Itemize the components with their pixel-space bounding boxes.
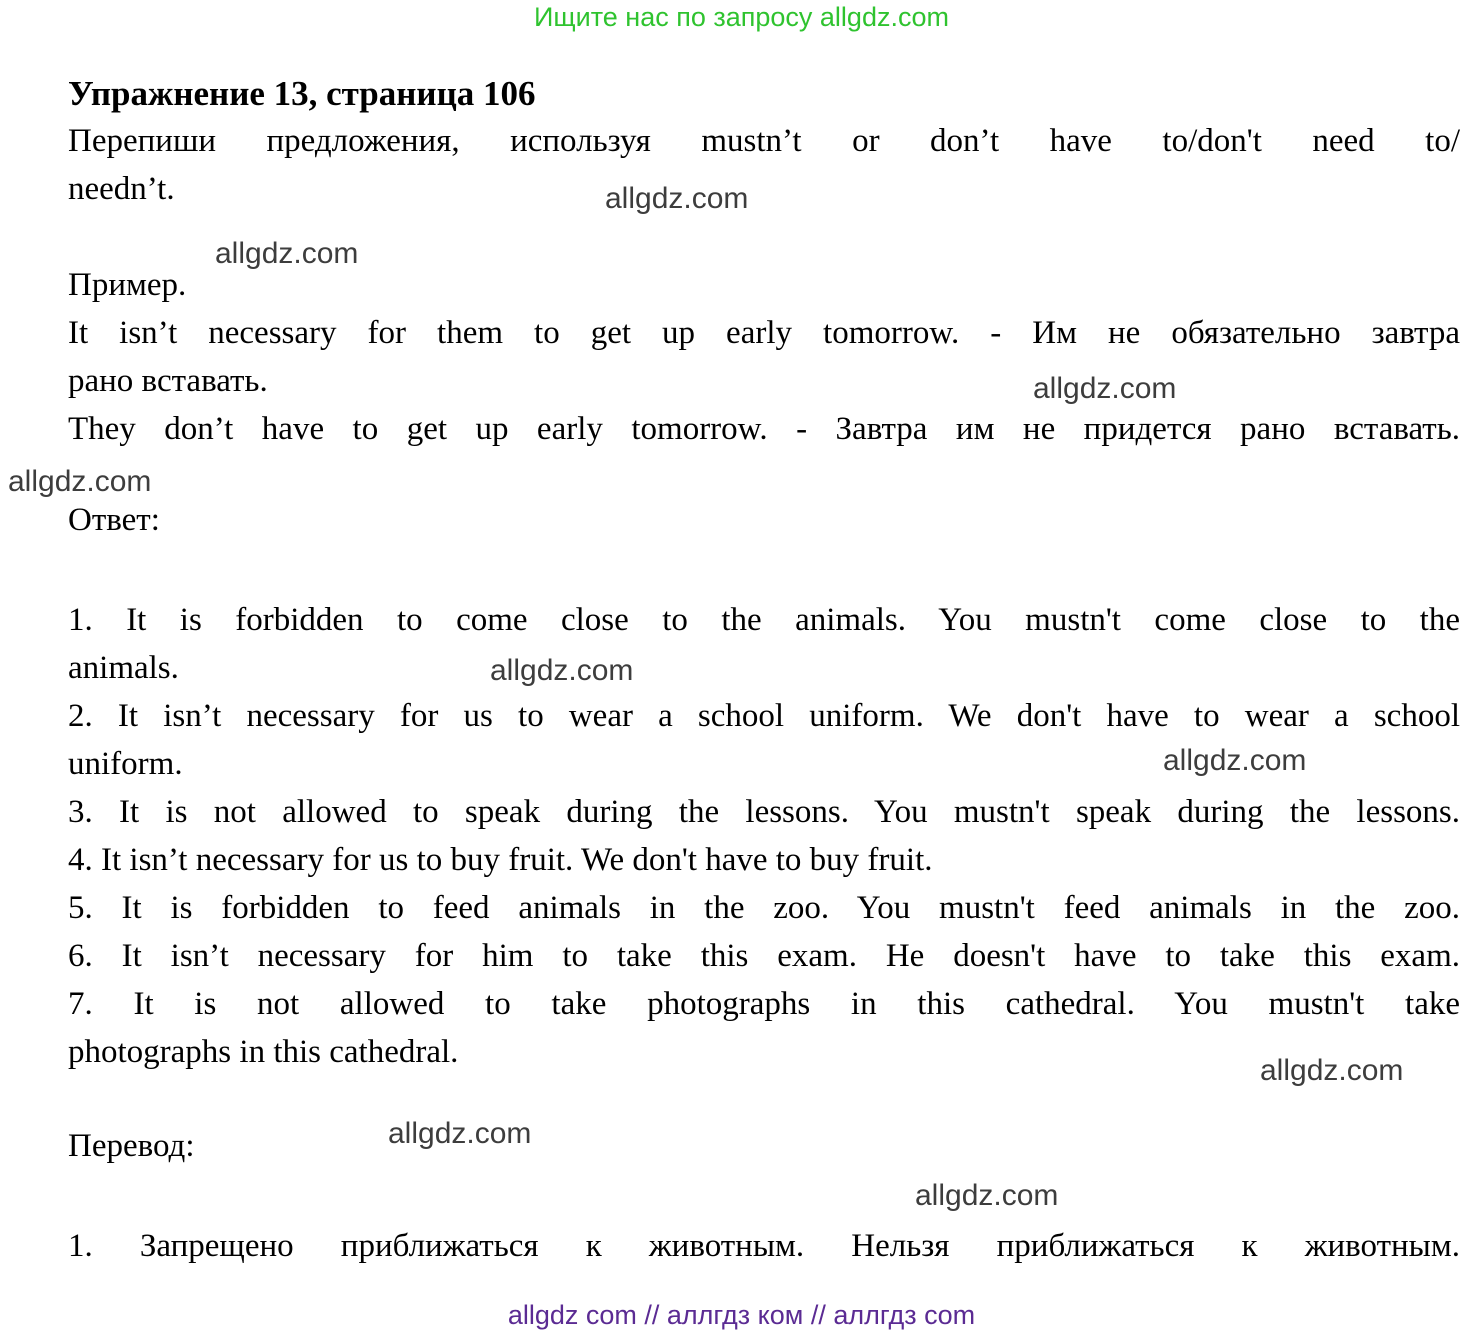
exercise-title: Упражнение 13, страница 106 — [68, 74, 536, 113]
example-line-3: They don’t have to get up early tomorrow. - Завтра им не придется рано вставать. — [68, 411, 1460, 447]
watermark-allgdz-1: allgdz.com — [605, 182, 749, 215]
example-line-1: It isn’t necessary for them to get up early tomorrow. - Им не обязательно завтра — [68, 315, 1460, 351]
answer-label: Ответ: — [68, 502, 160, 538]
example-label: Пример. — [68, 267, 187, 303]
footer-site-names: allgdz com // аллгдз ком // аллгдз com — [507, 1300, 976, 1330]
watermark-allgdz-3: allgdz.com — [1033, 372, 1177, 405]
answer-4-line-1: 4. It isn’t necessary for us to buy fruit. We don't have to buy fruit. — [68, 842, 933, 878]
translation-line-1: 1. Запрещено приближаться к животным. Нельзя приближаться к животным. — [68, 1228, 1460, 1264]
instruction-line-1: Перепиши предложения, используя mustn’t or don’t have to/don't need to/ — [68, 123, 1460, 159]
answer-1-line-2: animals. — [68, 650, 179, 686]
watermark-allgdz-5: allgdz.com — [490, 654, 634, 687]
site-banner: Ищите нас по запросу allgdz.com — [534, 2, 949, 32]
answer-6-line-1: 6. It isn’t necessary for him to take this exam. He doesn't have to take this exam. — [68, 938, 1460, 974]
answer-5-line-1: 5. It is forbidden to feed animals in the zoo. You mustn't feed animals in the zoo. — [68, 890, 1460, 926]
answer-2-line-2: uniform. — [68, 746, 183, 782]
example-line-2: рано вставать. — [68, 363, 268, 399]
watermark-allgdz-9: allgdz.com — [915, 1179, 1059, 1212]
watermark-allgdz-6: allgdz.com — [1163, 744, 1307, 777]
translation-label: Перевод: — [68, 1128, 195, 1164]
watermark-allgdz-4: allgdz.com — [8, 465, 152, 498]
answer-7-line-2: photographs in this cathedral. — [68, 1034, 459, 1070]
answer-7-line-1: 7. It is not allowed to take photographs in this cathedral. You mustn't take — [68, 986, 1460, 1022]
watermark-allgdz-2: allgdz.com — [215, 237, 359, 270]
instruction-line-2: needn’t. — [68, 171, 175, 207]
answer-1-line-1: 1. It is forbidden to come close to the animals. You mustn't come close to the — [68, 602, 1460, 638]
answer-3-line-1: 3. It is not allowed to speak during the lessons. You mustn't speak during the lessons. — [68, 794, 1460, 830]
watermark-allgdz-7: allgdz.com — [1260, 1054, 1404, 1087]
answer-2-line-1: 2. It isn’t necessary for us to wear a school uniform. We don't have to wear a school — [68, 698, 1460, 734]
watermark-allgdz-8: allgdz.com — [388, 1117, 532, 1150]
